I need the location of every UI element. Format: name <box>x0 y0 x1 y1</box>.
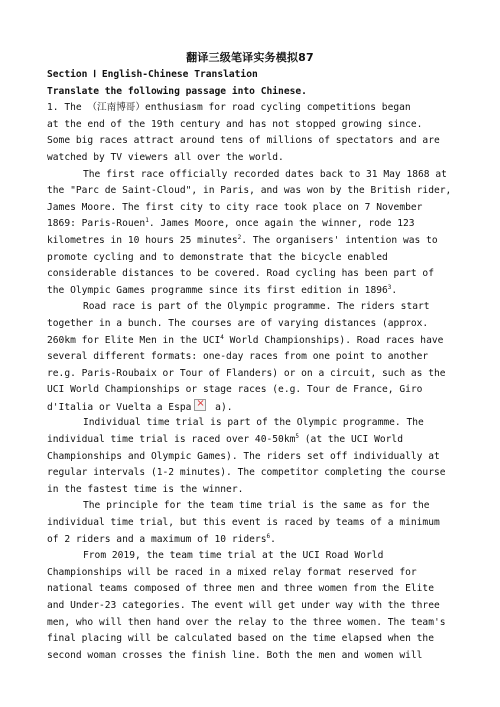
text-line: several different formats: one-day races from one point to another <box>47 351 429 363</box>
text-line <box>47 216 463 233</box>
text-line <box>47 233 463 250</box>
text-line <box>47 283 463 300</box>
text-line: Individual time trial is part of the Olympic programme. The <box>83 417 424 429</box>
footnote-mark: 1 <box>145 217 149 225</box>
broken-image-icon <box>194 399 206 411</box>
text-span: . The organisers' intention was to <box>241 234 438 246</box>
text-line: together in a bunch. The courses are of varying distances (approx. <box>47 317 429 329</box>
text-span: individual time trial is raced over 40-50km <box>47 434 296 446</box>
text-line: the "Parc de Saint-Cloud", in Paris, and was won by the British rider, <box>47 185 452 197</box>
text-span: d'Italia or Vuelta a Espa <box>47 401 192 413</box>
text-line <box>47 432 463 449</box>
text-line: Championships will be raced in a mixed relay format reserved for <box>47 566 417 578</box>
text-span: World Championships). Road races have <box>223 334 444 346</box>
instruction: Translate the following passage into Chinese. <box>47 85 307 97</box>
section-heading: Section Ⅰ English-Chinese Translation <box>47 69 258 80</box>
text-span: . <box>270 533 276 545</box>
text-line: Some big races attract around tens of millions of spectators and are <box>47 135 440 147</box>
text-line: promote cycling and to demonstrate that the bicycle enabled <box>47 251 388 263</box>
text-line: considerable distances to be covered. Road cycling has been part of <box>47 268 434 280</box>
text-line: national teams composed of three men and three women from the Elite <box>47 583 434 595</box>
footnote-mark: 6 <box>266 532 271 540</box>
paragraph-5 <box>47 498 463 548</box>
text-span: kilometres in 10 hours 25 minutes <box>47 234 238 246</box>
text-line: From 2019, the team time trial at the UCI Road World <box>83 550 384 562</box>
text-span: a). <box>209 401 233 413</box>
text-line: Road race is part of the Olympic programme. The riders start <box>83 301 430 313</box>
text-line: watched by TV viewers all over the world. <box>47 151 284 163</box>
text-line: men, who will then hand over the relay to the three women. The team's <box>47 616 446 628</box>
paragraph-3 <box>47 299 463 415</box>
text-span: of 2 riders and a maximum of 10 riders <box>47 533 267 545</box>
footnote-mark: 5 <box>295 433 299 441</box>
document-title: 翻译三级笔译实务模拟87 <box>186 51 314 64</box>
text-line <box>47 399 463 416</box>
paragraph-6 <box>47 548 463 664</box>
text-line: The first race officially recorded dates back to 31 May 1868 at <box>83 168 447 180</box>
text-line: in the fastest time is the winner. <box>47 483 244 495</box>
text-line: final placing will be calculated based on the time elapsed when the <box>47 633 434 645</box>
text-span: (at the UCI World <box>299 434 403 446</box>
text-line: UCI World Championships or stage races (e.g. Tour de France, Giro <box>47 384 423 396</box>
document-body <box>47 67 463 664</box>
text-line: James Moore. The first city to city race took place on 7 November <box>47 201 423 213</box>
text-span: . James Moore, once again the winner, rode 123 <box>148 218 415 230</box>
text-span: 1869: Paris-Rouen <box>47 218 146 230</box>
text-line: and Under-23 categories. The event will get under way with the three <box>47 600 440 611</box>
text-span: . <box>391 284 398 296</box>
footnote-mark: 3 <box>387 283 392 291</box>
text-line: individual time trial, but this event is raced by teams of a minimum <box>47 517 440 529</box>
text-span: 260km for Elite Men in the UCI <box>47 334 221 346</box>
text-line: 1. The （江南博哥）enthusiasm for road cycling competitions began <box>47 102 411 114</box>
text-line <box>47 532 463 549</box>
footnote-mark: 2 <box>237 233 242 241</box>
text-line: Championships and Olympic Games). The riders set off individually at <box>47 450 440 462</box>
text-span: the Olympic Games programme since its first edition in 1896 <box>47 284 388 296</box>
text-line: The principle for the team time trial is the same as for the <box>83 500 430 512</box>
text-line: re.g. Paris-Roubaix or Tour of Flanders) or on a circuit, such as the <box>47 367 446 379</box>
footnote-mark: 4 <box>220 333 224 341</box>
text-line: second woman crosses the finish line. Both the men and women will <box>47 649 423 661</box>
text-line: regular intervals (1-2 minutes). The competitor completing the course <box>47 467 446 479</box>
text-line: at the end of the 19th century and has not stopped growing since. <box>47 118 423 130</box>
text-line <box>47 333 463 350</box>
paragraph-4 <box>47 415 463 498</box>
paragraph-2 <box>47 167 463 300</box>
paragraph-1 <box>47 100 463 166</box>
